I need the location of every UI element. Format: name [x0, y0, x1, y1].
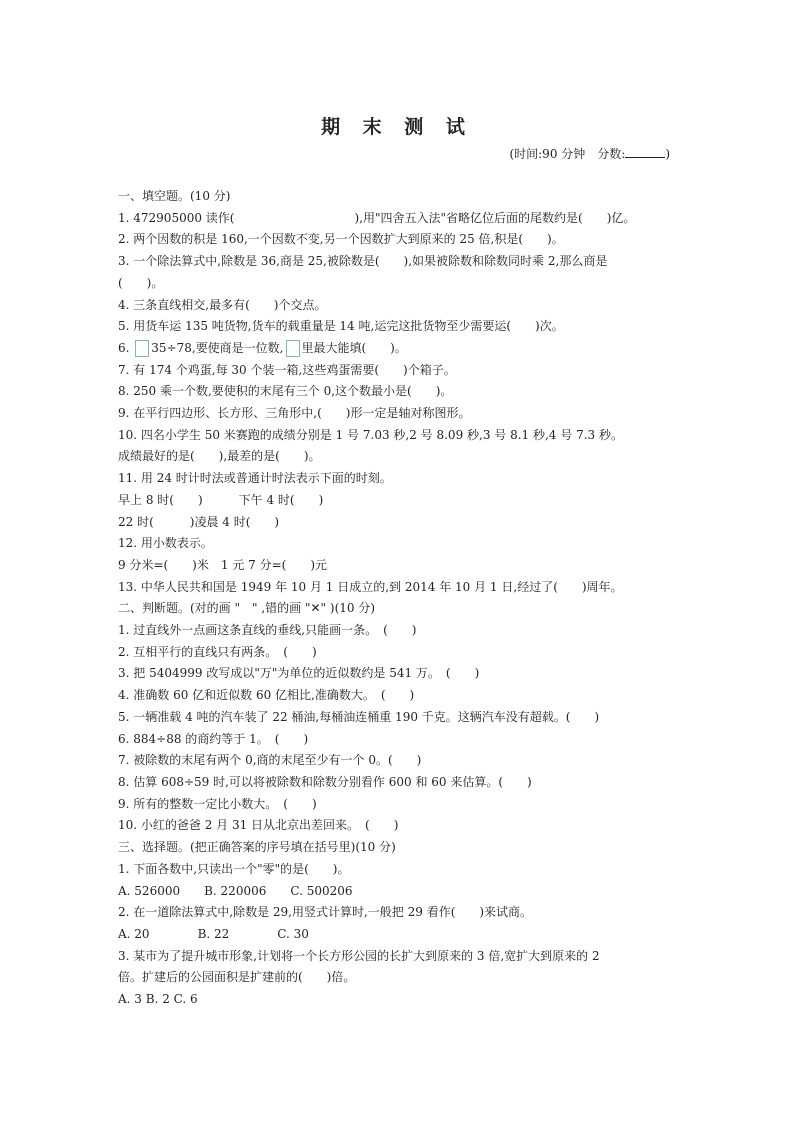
- question-line: 9. 所有的整数一定比小数大。 ( ): [118, 796, 317, 811]
- question-line: 3. 把 5404999 改写成以"万"为单位的近似数约是 541 万。 ( ): [118, 666, 480, 681]
- question-line: 一、填空题。(10 分): [118, 189, 231, 203]
- question-line: 3. 一个除法算式中,除数是 36,商是 25,被除数是( ),如果被除数和除数同时乘 2,那么商是: [118, 254, 608, 269]
- score-blank[interactable]: [625, 145, 665, 158]
- question-line: 1. 下面各数中,只读出一个"零"的是( )。: [118, 861, 350, 876]
- question-line: 二、判断题。(对的画 " " ,错的画 "✕" )(10 分): [118, 601, 376, 616]
- question-line: 5. 用货车运 135 吨货物,货车的载重量是 14 吨,运完这批货物至少需要运( )次。: [118, 319, 564, 334]
- question-line: 1. 过直线外一点画这条直线的垂线,只能画一条。 ( ): [118, 623, 417, 638]
- question-prefix: 6.: [118, 340, 134, 355]
- time-score-close: ): [665, 147, 670, 161]
- question-line: 早上 8 时( ) 下午 4 时( ): [118, 492, 324, 507]
- answer-box[interactable]: [286, 340, 300, 357]
- time-score-text: (时间:90 分钟 分数:: [509, 147, 626, 161]
- question-line: 3. 某市为了提升城市形象,计划将一个长方形公园的长扩大到原来的 3 倍,宽扩大到原来的 2: [118, 948, 600, 963]
- question-line: 倍。扩建后的公园面积是扩建前的( )倍。: [118, 970, 356, 985]
- time-score-info: [509, 145, 670, 162]
- question-line: 2. 互相平行的直线只有两条。 ( ): [118, 644, 317, 659]
- question-line: 13. 中华人民共和国是 1949 年 10 月 1 日成立的,到 2014 年 10 月 1 日,经过了( )周年。: [118, 579, 623, 594]
- question-line: 6. 884÷88 的商约等于 1。 ( ): [118, 731, 309, 746]
- question-line: A. 20 B. 22 C. 30: [118, 926, 309, 941]
- question-line: 5. 一辆准载 4 吨的汽车装了 22 桶油,每桶油连桶重 190 千克。这辆汽车没有超载。( ): [118, 709, 600, 724]
- question-line: 成绩最好的是( ),最差的是( )。: [118, 449, 321, 464]
- question-line: A. 3 B. 2 C. 6: [118, 992, 198, 1007]
- question-line: 12. 用小数表示。: [118, 536, 213, 551]
- question-line: 2. 两个因数的积是 160,一个因数不变,另一个因数扩大到原来的 25 倍,积是( )。: [118, 232, 564, 247]
- question-line: ( )。: [118, 275, 164, 290]
- question-line: 4. 三条直线相交,最多有( )个交点。: [118, 297, 327, 312]
- question-line: 1. 472905000 读作( ),用"四舍五入法"省略亿位后面的尾数约是( )亿。: [118, 210, 636, 225]
- question-list: [118, 186, 678, 1011]
- page-title: 期 末 测 试: [321, 116, 473, 138]
- answer-box[interactable]: [135, 340, 149, 357]
- question-line: 三、选择题。(把正确答案的序号填在括号里)(10 分): [118, 840, 396, 855]
- question-middle: 35÷78,要使商是一位数,: [151, 340, 284, 355]
- question-line: 11. 用 24 时计时法或普通计时法表示下面的时刻。: [118, 471, 392, 486]
- question-line-with-boxes: [118, 338, 678, 360]
- question-line: 7. 被除数的末尾有两个 0,商的末尾至少有一个 0。( ): [118, 753, 422, 768]
- question-line: 9. 在平行四边形、长方形、三角形中,( )形一定是轴对称图形。: [118, 406, 471, 421]
- question-line: 9 分米=( )米 1 元 7 分=( )元: [118, 557, 327, 572]
- question-line: 2. 在一道除法算式中,除数是 29,用竖式计算时,一般把 29 看作( )来试商。: [118, 905, 533, 920]
- question-line: 10. 四名小学生 50 米赛跑的成绩分别是 1 号 7.03 秒,2 号 8.09 秒,3 号 8.1 秒,4 号 7.3 秒。: [118, 427, 623, 442]
- question-line: 8. 估算 608÷59 时,可以将被除数和除数分别看作 600 和 60 来估算。( ): [118, 774, 532, 789]
- question-line: 4. 准确数 60 亿和近似数 60 亿相比,准确数大。 ( ): [118, 688, 415, 703]
- question-line: 7. 有 174 个鸡蛋,每 30 个装一箱,这些鸡蛋需要( )个箱子。: [118, 362, 456, 377]
- question-suffix: 里最大能填( )。: [301, 340, 407, 355]
- question-line: 22 时( )凌晨 4 时( ): [118, 514, 280, 529]
- question-line: 10. 小红的爸爸 2 月 31 日从北京出差回来。 ( ): [118, 818, 399, 833]
- question-line: 8. 250 乘一个数,要使积的末尾有三个 0,这个数最小是( )。: [118, 384, 453, 399]
- question-line: A. 526000 B. 220006 C. 500206: [118, 883, 353, 898]
